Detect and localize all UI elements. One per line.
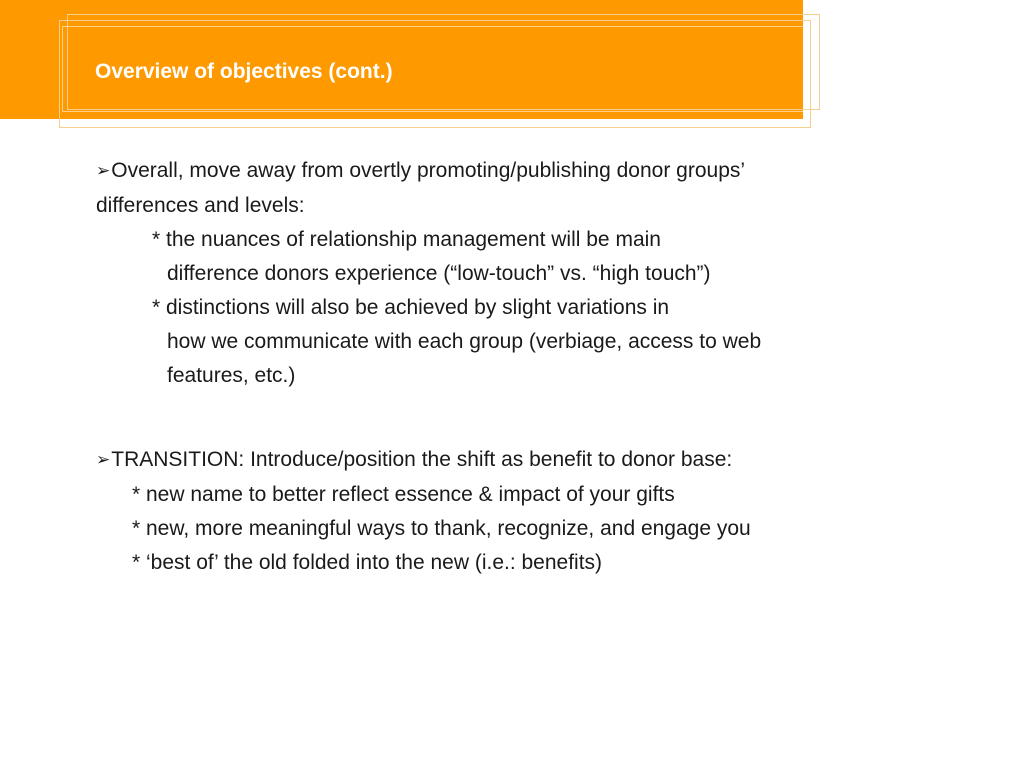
bullet-point	[96, 154, 926, 189]
slide-title: Overview of objectives (cont.)	[95, 60, 393, 83]
sub-point: * new, more meaningful ways to thank, recognize, and engage you	[132, 517, 751, 540]
bullet-text-continued: differences and levels:	[96, 194, 305, 217]
sub-point: * ‘best of’ the old folded into the new (i.e.: benefits)	[132, 551, 603, 574]
sub-point: * new name to better reflect essence & impact of your gifts	[132, 483, 675, 506]
spacer	[96, 393, 926, 443]
sub-point-continued: features, etc.)	[167, 364, 296, 387]
arrow-bullet-icon: ➢	[96, 161, 111, 180]
sub-point: * distinctions will also be achieved by slight variations in	[152, 296, 670, 319]
bullet-text: Overall, move away from overtly promoting/publishing donor groups’	[111, 159, 746, 182]
slide-body	[96, 154, 926, 580]
bullet-point	[96, 443, 926, 478]
arrow-bullet-icon: ➢	[96, 450, 111, 469]
sub-point-continued: how we communicate with each group (verbiage, access to web	[167, 330, 762, 353]
sub-point-continued: difference donors experience (“low-touch” vs. “high touch”)	[167, 262, 711, 285]
bullet-text: TRANSITION: Introduce/position the shift as benefit to donor base:	[111, 448, 733, 471]
sub-point: * the nuances of relationship management will be main	[152, 228, 661, 251]
